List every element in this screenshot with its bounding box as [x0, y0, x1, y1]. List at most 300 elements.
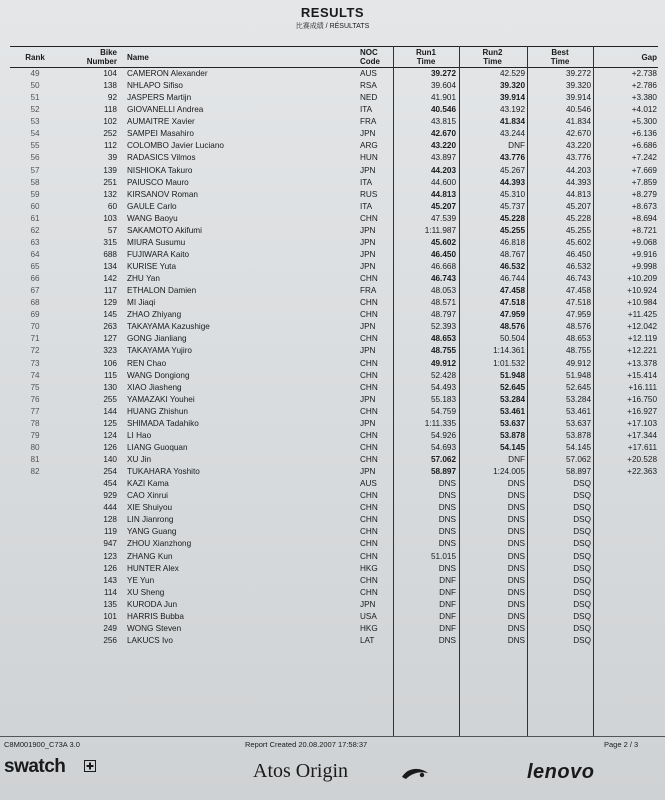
header-run2: Run2 Time — [482, 48, 503, 66]
run1-cell: 46.743 — [430, 274, 456, 284]
rank-cell: 69 — [30, 310, 40, 320]
noc-cell: JPN — [360, 322, 376, 332]
noc-cell: CHN — [360, 310, 378, 320]
name-cell: KURISE Yuta — [127, 262, 177, 271]
noc-cell: CHN — [360, 491, 378, 501]
best-time-cell: 46.450 — [565, 249, 591, 259]
rank-cell: 82 — [30, 467, 40, 477]
run2-cell: 1:01.532 — [493, 358, 525, 368]
name-cell: SAKAMOTO Akifumi — [127, 225, 202, 235]
bike-number-cell: 127 — [103, 334, 117, 344]
noc-cell: CHN — [360, 575, 378, 585]
table-row — [10, 237, 658, 249]
run2-cell: 46.532 — [499, 262, 525, 271]
table-row — [10, 635, 658, 647]
bike-number-cell: 114 — [103, 587, 117, 597]
name-cell: XIE Shuiyou — [127, 503, 173, 513]
rank-cell: 68 — [30, 298, 40, 308]
best-time-cell: 53.637 — [565, 418, 591, 428]
run2-cell: DNS — [507, 635, 525, 645]
name-cell: ZHANG Kun — [127, 551, 173, 561]
name-cell: SHIMADA Tadahiko — [127, 418, 199, 428]
bike-number-cell: 947 — [103, 539, 117, 549]
name-cell: NHLAPO Sifiso — [127, 81, 183, 91]
rank-cell: 74 — [30, 370, 40, 380]
best-time-cell: DSQ — [573, 563, 591, 573]
bike-number-cell: 252 — [103, 129, 117, 139]
run1-cell: DNS — [438, 563, 456, 573]
rank-cell: 49 — [30, 69, 40, 78]
name-cell: GONG Jianliang — [127, 334, 187, 344]
best-time-cell: 48.755 — [565, 346, 591, 356]
noc-cell: JPN — [360, 599, 376, 609]
name-cell: JASPERS Martijn — [127, 93, 192, 103]
gap-cell: +8.694 — [631, 213, 657, 223]
best-time-cell: 41.834 — [565, 117, 591, 127]
gap-cell: +17.344 — [627, 430, 657, 440]
run2-cell: 1:24.005 — [493, 467, 525, 477]
run1-cell: 47.539 — [430, 213, 456, 223]
name-cell: LIN Jianrong — [127, 515, 174, 525]
run1-cell: DNF — [439, 611, 456, 621]
gap-cell: +8.279 — [631, 189, 657, 199]
name-cell: HARRIS Bubba — [127, 611, 184, 621]
rank-cell: 73 — [30, 358, 40, 368]
table-row — [10, 189, 658, 201]
bike-number-cell: 39 — [107, 153, 117, 163]
best-time-cell: 44.813 — [565, 189, 591, 199]
run2-cell: 51.948 — [499, 370, 525, 380]
table-row — [10, 116, 658, 128]
run1-cell: 54.926 — [430, 430, 456, 440]
rank-cell: 66 — [30, 274, 40, 284]
header-noc: NOC Code — [360, 48, 380, 66]
table-row — [10, 406, 658, 418]
name-cell: NISHIOKA Takuro — [127, 165, 193, 175]
rank-cell: 57 — [30, 165, 40, 175]
gap-cell: +8.673 — [631, 201, 657, 211]
best-time-cell: DSQ — [573, 611, 591, 621]
best-time-cell: 40.546 — [565, 105, 591, 115]
table-row — [10, 80, 658, 92]
table-row — [10, 587, 658, 599]
run2-cell: DNS — [507, 623, 525, 633]
run2-cell: 53.878 — [499, 430, 525, 440]
swatch-logo: swatch — [4, 756, 66, 777]
rank-cell: 65 — [30, 262, 40, 271]
table-row — [10, 358, 658, 370]
best-time-cell: 53.284 — [565, 394, 591, 404]
table-row — [10, 104, 658, 116]
noc-cell: CHN — [360, 587, 378, 597]
name-cell: LIANG Guoquan — [127, 442, 188, 452]
bike-number-cell: 143 — [103, 575, 117, 585]
gap-cell: +7.242 — [631, 153, 657, 163]
noc-cell: JPN — [360, 165, 376, 175]
bike-number-cell: 142 — [103, 274, 117, 284]
rank-cell: 75 — [30, 382, 40, 392]
best-time-cell: 53.461 — [565, 406, 591, 416]
run1-cell: 41.901 — [430, 93, 456, 103]
gap-cell: +17.611 — [627, 442, 657, 452]
header-rank: Rank — [25, 52, 45, 62]
noc-cell: HUN — [360, 153, 378, 163]
run2-cell: 45.255 — [499, 225, 525, 235]
run2-cell: DNS — [507, 527, 525, 537]
gap-cell: +4.012 — [631, 105, 657, 115]
gap-cell: +9.998 — [631, 262, 657, 271]
bike-number-cell: 255 — [103, 394, 117, 404]
rank-cell: 51 — [30, 93, 40, 103]
rank-cell: 67 — [30, 286, 40, 296]
noc-cell: CHN — [360, 515, 378, 525]
run1-cell: 45.602 — [430, 237, 456, 247]
run2-cell: 48.576 — [499, 322, 525, 332]
run1-cell: 48.571 — [430, 298, 456, 308]
run2-cell: DNS — [507, 515, 525, 525]
best-time-cell: DSQ — [573, 599, 591, 609]
noc-cell: JPN — [360, 467, 376, 477]
noc-cell: JPN — [360, 346, 376, 356]
noc-cell: RUS — [360, 189, 378, 199]
noc-cell: CHN — [360, 503, 378, 513]
run1-cell: 45.207 — [430, 201, 456, 211]
run2-cell: 44.393 — [499, 177, 525, 187]
best-time-cell: 47.518 — [565, 298, 591, 308]
run1-cell: 46.668 — [430, 262, 456, 271]
run1-cell: 43.897 — [430, 153, 456, 163]
table-row — [10, 551, 658, 563]
name-cell: KIRSANOV Roman — [127, 189, 198, 199]
run2-cell: 45.228 — [499, 213, 525, 223]
best-time-cell: 46.532 — [565, 262, 591, 271]
gap-cell: +2.786 — [631, 81, 657, 91]
gap-cell: +8.721 — [631, 225, 657, 235]
noc-cell: HKG — [360, 623, 378, 633]
run1-cell: 58.897 — [430, 467, 456, 477]
gap-cell: +5.300 — [631, 117, 657, 127]
run1-cell: 39.272 — [430, 69, 456, 78]
rank-cell: 55 — [30, 141, 40, 151]
rank-cell: 50 — [30, 81, 40, 91]
rank-cell: 78 — [30, 418, 40, 428]
gap-cell: +22.363 — [627, 467, 657, 477]
rank-cell: 52 — [30, 105, 40, 115]
best-time-cell: DSQ — [573, 527, 591, 537]
gap-cell: +12.042 — [627, 322, 657, 332]
run2-cell: 53.284 — [499, 394, 525, 404]
noc-cell: ITA — [360, 177, 373, 187]
best-time-cell: 48.576 — [565, 322, 591, 332]
best-time-cell: 51.948 — [565, 370, 591, 380]
noc-cell: USA — [360, 611, 377, 621]
gap-cell: +7.669 — [631, 165, 657, 175]
bike-number-cell: 117 — [103, 286, 117, 296]
run2-cell: 54.145 — [499, 442, 525, 452]
table-row — [10, 261, 658, 273]
bike-number-cell: 103 — [103, 213, 117, 223]
bike-number-cell: 132 — [103, 189, 117, 199]
run1-cell: DNS — [438, 503, 456, 513]
table-row — [10, 478, 658, 490]
best-time-cell: DSQ — [573, 479, 591, 489]
header-best: Best Time — [550, 48, 570, 66]
noc-cell: JPN — [360, 129, 376, 139]
name-cell: GAULE Carlo — [127, 201, 177, 211]
noc-cell: JPN — [360, 237, 376, 247]
run2-cell: DNS — [507, 563, 525, 573]
name-cell: TUKAHARA Yoshito — [127, 467, 200, 477]
run1-cell: DNS — [438, 635, 456, 645]
best-time-cell: 47.959 — [565, 310, 591, 320]
best-time-cell: 42.670 — [565, 129, 591, 139]
best-time-cell: 39.272 — [565, 69, 591, 78]
run2-cell: 41.834 — [499, 117, 525, 127]
noc-cell: NED — [360, 93, 378, 103]
name-cell: PAIUSCO Mauro — [127, 177, 189, 187]
bike-number-cell: 323 — [103, 346, 117, 356]
rank-cell: 72 — [30, 346, 40, 356]
best-time-cell: 39.914 — [565, 93, 591, 103]
table-row — [10, 526, 658, 538]
run2-cell: DNS — [507, 611, 525, 621]
noc-cell: CHN — [360, 430, 378, 440]
bike-number-cell: 251 — [103, 177, 117, 187]
table-row — [10, 442, 658, 454]
run1-cell: DNS — [438, 527, 456, 537]
run1-cell: 57.062 — [430, 455, 456, 464]
bike-number-cell: 123 — [103, 551, 117, 561]
best-time-cell: 46.743 — [565, 274, 591, 284]
best-time-cell: 44.203 — [565, 165, 591, 175]
table-row — [10, 249, 658, 261]
footer-code: C8M001900_C73A 3.0 — [4, 740, 80, 749]
rank-cell: 59 — [30, 189, 40, 199]
run1-cell: DNF — [439, 575, 456, 585]
run1-cell: 40.546 — [430, 105, 456, 115]
noc-cell: CHN — [360, 527, 378, 537]
run1-cell: DNF — [439, 587, 456, 597]
table-row — [10, 285, 658, 297]
best-time-cell: 49.912 — [565, 358, 591, 368]
best-time-cell: DSQ — [573, 503, 591, 513]
run1-cell: 49.912 — [430, 358, 456, 368]
best-time-cell: 47.458 — [565, 286, 591, 296]
table-row — [10, 321, 658, 333]
run2-cell: DNS — [507, 491, 525, 501]
bike-number-cell: 101 — [103, 611, 117, 621]
bike-number-cell: 135 — [103, 599, 117, 609]
name-cell: LI Hao — [127, 430, 152, 440]
bike-number-cell: 92 — [107, 93, 117, 103]
noc-cell: CHN — [360, 213, 378, 223]
bike-number-cell: 129 — [103, 298, 117, 308]
rank-cell: 71 — [30, 334, 40, 344]
gap-cell: +10.924 — [627, 286, 657, 296]
best-time-cell: 53.878 — [565, 430, 591, 440]
run1-cell: 54.493 — [430, 382, 456, 392]
name-cell: FUJIWARA Kaito — [127, 249, 190, 259]
name-cell: MIURA Susumu — [127, 237, 186, 247]
bike-number-cell: 124 — [103, 430, 117, 440]
run2-cell: 46.744 — [499, 274, 525, 284]
atos-swirl-icon — [400, 765, 430, 781]
run1-cell: 43.815 — [430, 117, 456, 127]
gap-cell: +15.414 — [627, 370, 657, 380]
run2-cell: DNS — [507, 551, 525, 561]
run2-cell: DNS — [507, 539, 525, 549]
table-row — [10, 502, 658, 514]
noc-cell: CHN — [360, 274, 378, 284]
bike-number-cell: 263 — [103, 322, 117, 332]
table-row — [10, 514, 658, 526]
gap-cell: +16.750 — [627, 394, 657, 404]
name-cell: SAMPEI Masahiro — [127, 129, 194, 139]
bike-number-cell: 139 — [103, 165, 117, 175]
noc-cell: JPN — [360, 262, 376, 271]
table-row — [10, 430, 658, 442]
noc-cell: JPN — [360, 225, 376, 235]
best-time-cell: 45.602 — [565, 237, 591, 247]
bike-number-cell: 688 — [103, 249, 117, 259]
bike-number-cell: 254 — [103, 467, 117, 477]
run1-cell: DNS — [438, 479, 456, 489]
table-row — [10, 333, 658, 345]
table-row — [10, 165, 658, 177]
run1-cell: 1:11.987 — [424, 225, 456, 235]
run1-cell: 44.203 — [430, 165, 456, 175]
noc-cell: ARG — [360, 141, 378, 151]
noc-cell: CHN — [360, 382, 378, 392]
bike-number-cell: 315 — [103, 237, 117, 247]
noc-cell: LAT — [360, 635, 375, 645]
noc-cell: ITA — [360, 201, 373, 211]
page-subtitle: 比赛成绩 / RÉSULTATS — [295, 23, 370, 30]
table-row — [10, 599, 658, 611]
footer-page-number: Page 2 / 3 — [604, 740, 639, 749]
table-row — [10, 128, 658, 140]
table-header — [10, 46, 658, 68]
name-cell: CAO Xinrui — [127, 491, 168, 501]
rank-cell: 70 — [30, 322, 40, 332]
name-cell: WANG Baoyu — [127, 213, 178, 223]
best-time-cell: DSQ — [573, 623, 591, 633]
gap-cell: +7.859 — [631, 177, 657, 187]
bike-number-cell: 115 — [103, 370, 117, 380]
footer-report-created: Report Created 20.08.2007 17:58:37 — [245, 740, 368, 749]
run1-cell: 48.797 — [430, 310, 456, 320]
table-row — [10, 201, 658, 213]
gap-cell: +3.380 — [631, 93, 657, 103]
run1-cell: 39.604 — [430, 81, 456, 91]
best-time-cell: 45.255 — [565, 225, 591, 235]
rank-cell: 53 — [30, 117, 40, 127]
table-row — [10, 538, 658, 550]
gap-cell: +12.221 — [627, 346, 657, 356]
name-cell: AUMAITRE Xavier — [127, 117, 195, 127]
bike-number-cell: 112 — [103, 141, 117, 151]
run1-cell: 43.220 — [430, 141, 456, 151]
bike-number-cell: 60 — [107, 201, 117, 211]
run1-cell: DNF — [439, 623, 456, 633]
run2-cell: 43.244 — [499, 129, 525, 139]
run1-cell: DNF — [439, 599, 456, 609]
run1-cell: 42.670 — [430, 129, 456, 139]
best-time-cell: DSQ — [573, 539, 591, 549]
best-time-cell: DSQ — [573, 635, 591, 645]
table-row — [10, 418, 658, 430]
table-row — [10, 225, 658, 237]
noc-cell: ITA — [360, 105, 373, 115]
noc-cell: FRA — [360, 117, 377, 127]
noc-cell: CHN — [360, 370, 378, 380]
table-row — [10, 297, 658, 309]
gap-cell: +10.984 — [627, 298, 657, 308]
name-cell: XU Jin — [127, 455, 152, 464]
run2-cell: 45.737 — [499, 201, 525, 211]
run2-cell: 43.776 — [499, 153, 525, 163]
run2-cell: 53.637 — [499, 418, 525, 428]
name-cell: HUNTER Alex — [127, 563, 179, 573]
bike-number-cell: 126 — [103, 563, 117, 573]
name-cell: ZHOU Xianzhong — [127, 539, 192, 549]
run2-cell: 39.320 — [499, 81, 525, 91]
run1-cell: 44.600 — [430, 177, 456, 187]
run1-cell: 44.813 — [430, 189, 456, 199]
rank-cell: 64 — [30, 249, 40, 259]
bike-number-cell: 106 — [103, 358, 117, 368]
best-time-cell: 43.776 — [565, 153, 591, 163]
noc-cell: CHN — [360, 334, 378, 344]
gap-cell: +6.686 — [631, 141, 657, 151]
table-row — [10, 140, 658, 152]
best-time-cell: DSQ — [573, 491, 591, 501]
table-row — [10, 454, 658, 466]
lenovo-logo: lenovo — [527, 761, 595, 783]
table-row — [10, 68, 658, 80]
bike-number-cell: 130 — [103, 382, 117, 392]
best-time-cell: 44.393 — [565, 177, 591, 187]
rank-cell: 79 — [30, 430, 40, 440]
table-row — [10, 466, 658, 478]
table-row — [10, 345, 658, 357]
run2-cell: 45.267 — [499, 165, 525, 175]
run2-cell: 46.818 — [499, 237, 525, 247]
noc-cell: AUS — [360, 479, 377, 489]
run1-cell: 52.393 — [430, 322, 456, 332]
run2-cell: 42.529 — [499, 69, 525, 78]
best-time-cell: 48.653 — [565, 334, 591, 344]
table-row — [10, 623, 658, 635]
table-row — [10, 309, 658, 321]
bike-number-cell: 444 — [103, 503, 117, 513]
gap-cell: +6.136 — [631, 129, 657, 139]
name-cell: COLOMBO Javier Luciano — [127, 141, 224, 151]
gap-cell: +16.111 — [628, 382, 657, 392]
noc-cell: HKG — [360, 563, 378, 573]
run2-cell: DNS — [507, 575, 525, 585]
results-table-body — [10, 68, 658, 647]
best-time-cell: 45.207 — [565, 201, 591, 211]
noc-cell: CHN — [360, 455, 378, 464]
name-cell: WONG Steven — [127, 623, 182, 633]
bike-number-cell: 102 — [103, 117, 117, 127]
bike-number-cell: 119 — [103, 527, 117, 537]
bike-number-cell: 125 — [103, 418, 117, 428]
rank-cell: 81 — [30, 455, 40, 464]
table-row — [10, 273, 658, 285]
noc-cell: JPN — [360, 418, 376, 428]
